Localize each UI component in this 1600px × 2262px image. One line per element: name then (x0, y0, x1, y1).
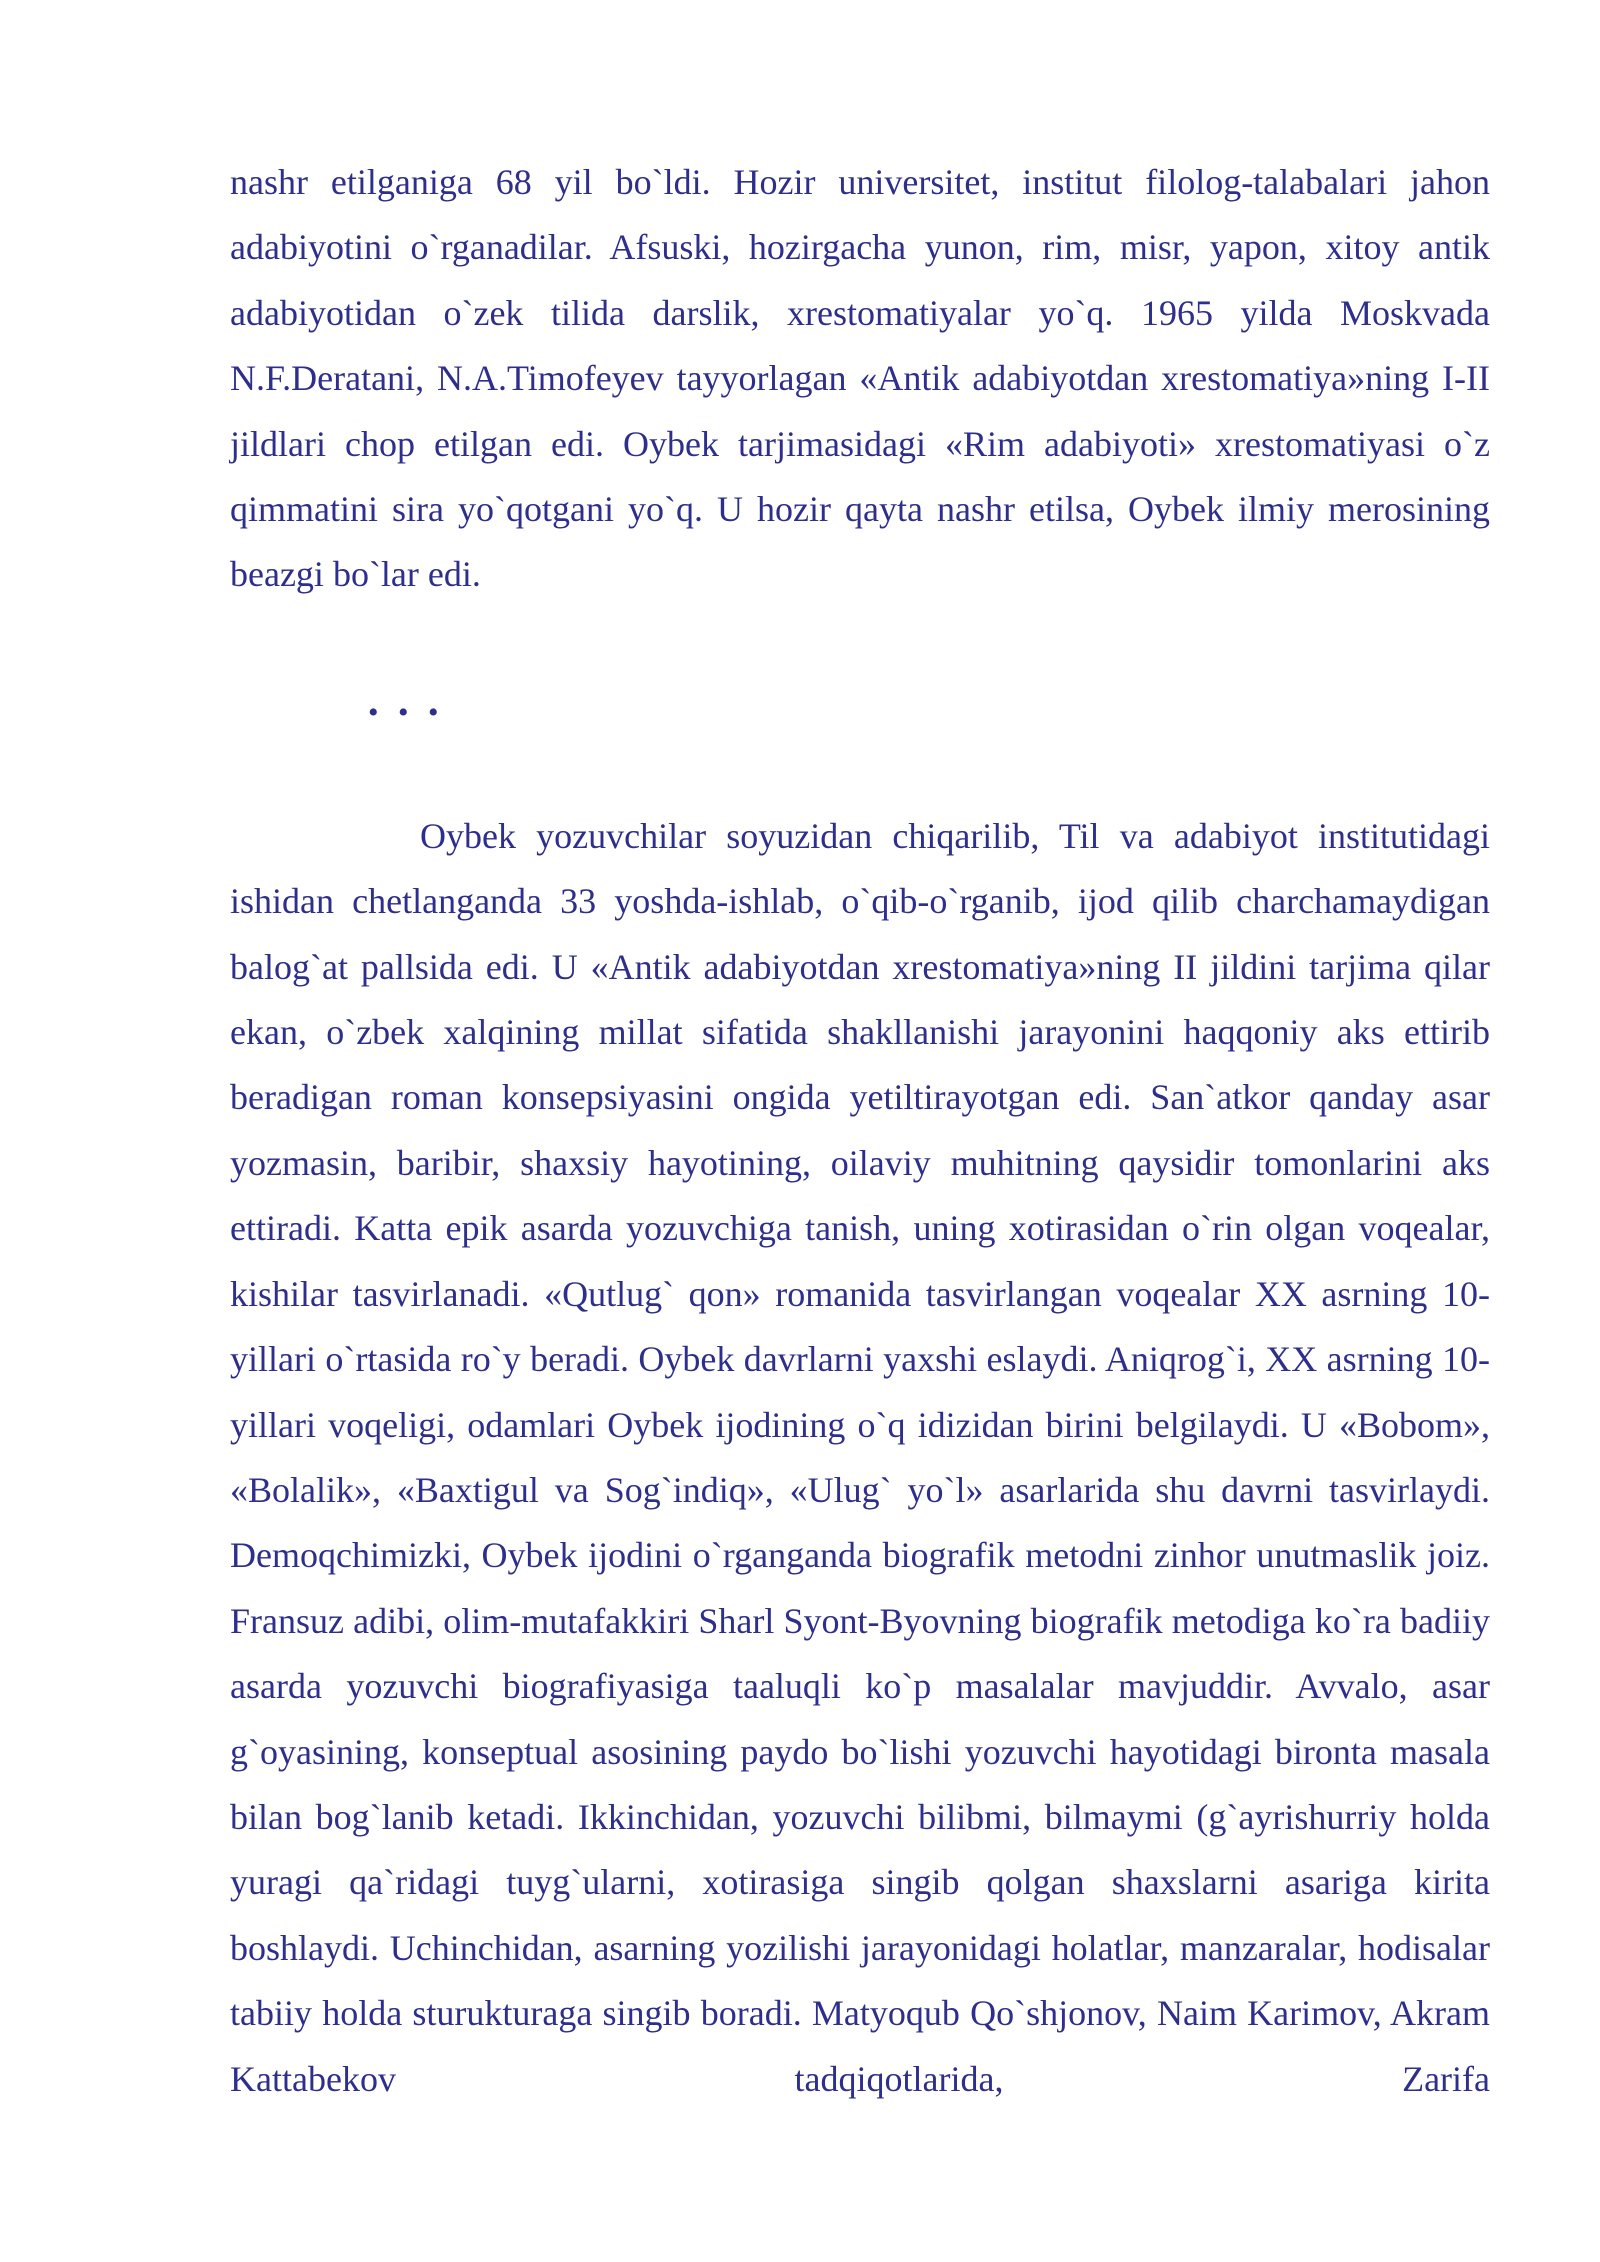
paragraph-intro: nashr etilganiga 68 yil bo`ldi. Hozir universitet, institut filolog-talabalari jahon adabiyotini o`rganadilar. Afsuski, hozirgacha yunon, rim, misr, yapon, xitoy antik adabiyotidan o`zek tilida darslik, xrestomatiyalar yo`q. 1965 yilda Moskvada N.F.Deratani, N.A.Timofeyev tayyorlagan «Antik adabiyotdan xrestomatiya»ning I-II jildlari chop etilgan edi. Oybek tarjimasidagi «Rim adabiyoti» xrestomatiyasi o`z qimmatini sira yo`qotgani yo`q. U hozir qayta nashr etilsa, Oybek ilmiy merosining beazgi bo`lar edi. (230, 162, 1490, 595)
separator-dots: • • • (368, 695, 445, 729)
paragraph-main: Oybek yozuvchilar soyuzidan chiqarilib, Til va adabiyot institutidagi ishidan chetlanganda 33 yoshda-ishlab, o`qib-o`rganib, ijod qilib charchamaydigan balog`at pallsida edi. U «Antik adabiyotdan xrestomatiya»ning II jildini tarjima qilar ekan, o`zbek xalqining millat sifatida shakllanishi jarayonini haqqoniy aks ettirib beradigan roman konsepsiyasini ongida yetiltirayotgan edi. San`atkor qanday asar yozmasin, baribir, shaxsiy hayotining, oilaviy muhitning qaysidir tomonlarini aks ettiradi. Katta epik asarda yozuvchiga tanish, uning xotirasidan o`rin olgan voqealar, kishilar tasvirlanadi. «Qutlug` qon» romanida tasvirlangan voqealar XX asrning 10-yillari o`rtasida ro`y beradi. Oybek davrlarni yaxshi eslaydi. Aniqrog`i, XX asrning 10-yillari voqeligi, odamlari Oybek ijodining o`q idizidan birini belgilaydi. U «Bobom», «Bolalik», «Baxtigul va Sog`indiq», «Ulug` yo`l» asarlarida shu davrni tasvirlaydi. Demoqchimizki, Oybek ijodini o`rganganda biografik metodni zinhor unutmaslik joiz. Fransuz adibi, olim-mutafakkiri Sharl Syont-Byovning biografik metodiga ko`ra badiiy asarda yozuvchi biografiyasiga taaluqli ko`p masalalar mavjuddir. Avvalo, asar g`oyasining, konseptual asosining paydo bo`lishi yozuvchi hayotidagi bironta masala bilan bog`lanib ketadi. Ikkinchidan, yozuvchi bilibmi, bilmaymi (g`ayrishurriy holda yuragi qa`ridagi tuyg`ularni, xotirasiga singib qolgan shaxslarni asariga kirita boshlaydi. Uchinchidan, asarning yozilishi jarayonidagi holatlar, manzaralar, hodisalar tabiiy holda sturukturaga singib boradi. Matyoqub Qo`shjonov, Naim Karimov, Akram Kattabekov tadqiqotlarida, Zarifa (230, 815, 1490, 2099)
document-page (230, 150, 1490, 2112)
section-separator (230, 608, 1490, 804)
